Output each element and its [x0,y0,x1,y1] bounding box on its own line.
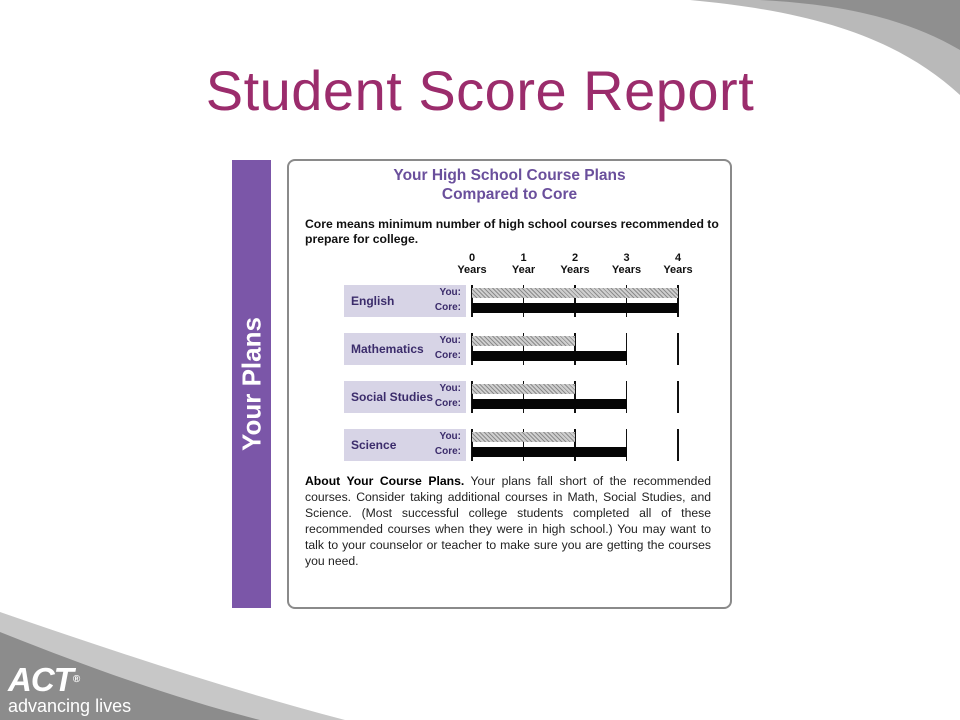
core-row-label: Core: [434,350,461,361]
core-bar [472,303,678,313]
slide-title: Student Score Report [205,59,755,122]
gridline [677,381,679,413]
subject-name: Social Studies [351,390,434,404]
you-bar [472,336,575,346]
about-heading: About Your Course Plans. [305,474,465,488]
subject-name: English [351,294,395,308]
you-row-label: You: [439,431,461,442]
x-tick-label [499,252,549,276]
you-row-label: You: [439,287,461,298]
subject-row-label-box [344,285,466,317]
x-tick-unit: Year [511,264,536,276]
x-tick-unit: Years [560,264,590,276]
logo-tagline: advancing lives [8,696,132,716]
x-tick-label [447,252,497,276]
course-plans-panel [287,159,732,609]
side-tab-label: Your Plans [236,317,266,451]
subject-name: Science [351,438,397,452]
core-row-label: Core: [434,302,461,313]
x-tick-value: 2 [571,252,579,264]
x-tick-value: 1 [520,252,527,264]
core-bar [472,399,627,409]
x-tick-label [602,252,652,276]
x-tick-unit: Years [611,264,642,276]
x-tick-label [550,252,600,276]
gridline [677,429,679,461]
panel-title-line1: Your High School Course Plans [393,167,626,184]
x-tick-label [653,252,703,276]
your-plans-tab [232,160,271,608]
panel-title-line2: Compared to Core [441,186,578,203]
core-bar [472,351,627,361]
act-logo [8,661,132,716]
core-bar [472,447,627,457]
x-tick-unit: Years [663,264,693,276]
you-row-label: You: [439,383,461,394]
subject-row-label-box [344,429,466,461]
subject-row-label-box [344,381,466,413]
subject-row-label-box [344,333,466,365]
about-body: Your plans fall short of the recommended courses. Consider taking additional courses in Math, Social Studies, and Science. (Most successful college students completed all of these recommended courses when they were in high school.) You may want to talk to your counselor or teacher to make sure you are getting the courses you need. [305,474,711,568]
you-bar [472,288,678,298]
gridline [677,333,679,365]
x-tick-value: 4 [674,252,682,264]
core-row-label: Core: [434,446,461,457]
about-course-plans [305,473,711,569]
core-row-label: Core: [434,398,461,409]
you-row-label: You: [439,335,461,346]
x-tick-unit: Years [457,264,487,276]
x-tick-value: 3 [623,252,630,264]
core-definition-text: Core means minimum number of high school courses recommended to prepare for college. [305,217,719,246]
you-bar [472,384,575,394]
you-bar [472,432,575,442]
x-tick-value: 0 [468,252,476,264]
subject-name: Mathematics [351,342,424,356]
logo-registered: ® [72,674,80,685]
logo-mark: ACT [8,661,73,698]
